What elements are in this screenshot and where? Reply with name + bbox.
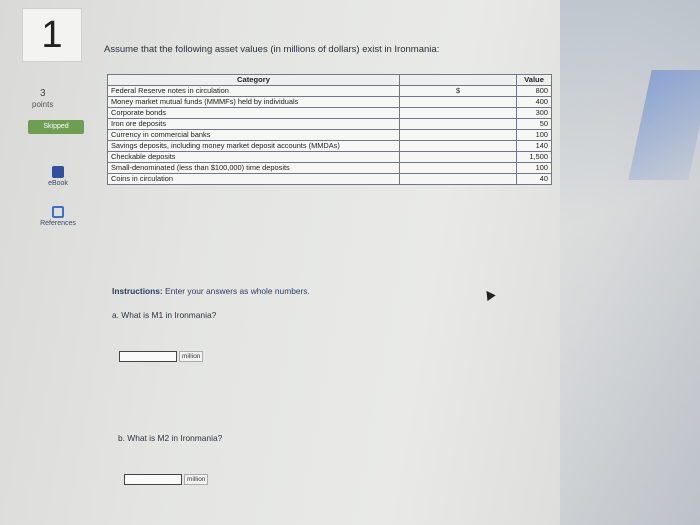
header-category: Category xyxy=(108,75,400,86)
table-row xyxy=(108,163,552,174)
points-label: points xyxy=(32,100,54,109)
table-row xyxy=(108,141,552,152)
table-row xyxy=(108,97,552,108)
table-row xyxy=(108,152,552,163)
row-value: 100 xyxy=(517,163,552,174)
row-category: Checkable deposits xyxy=(108,152,400,163)
points-value: 3 xyxy=(40,88,46,99)
row-value: 100 xyxy=(517,130,552,141)
row-spacer xyxy=(400,152,517,163)
m2-unit-label: million xyxy=(184,474,208,485)
row-spacer xyxy=(400,163,517,174)
asset-table xyxy=(107,74,552,185)
row-value: 1,500 xyxy=(517,152,552,163)
references-icon xyxy=(52,206,64,218)
part-b-question: b. What is M2 in Ironmania? xyxy=(118,433,223,443)
row-value: 400 xyxy=(517,97,552,108)
question-number: 1 xyxy=(22,8,82,62)
row-category: Savings deposits, including money market deposit accounts (MMDAs) xyxy=(108,141,400,152)
ebook-label: eBook xyxy=(48,180,68,187)
instructions xyxy=(112,286,310,296)
row-value: 800 xyxy=(517,86,552,97)
references-link[interactable] xyxy=(28,206,88,227)
row-category: Federal Reserve notes in circulation xyxy=(108,86,400,97)
photo-glare-blue xyxy=(628,70,700,180)
instructions-label: Instructions: xyxy=(112,286,163,296)
m2-answer-input[interactable] xyxy=(124,474,182,485)
row-spacer xyxy=(400,141,517,152)
row-category: Corporate bonds xyxy=(108,108,400,119)
row-spacer xyxy=(400,130,517,141)
book-icon xyxy=(52,166,64,178)
photo-glare xyxy=(560,0,700,525)
row-category: Coins in circulation xyxy=(108,174,400,185)
table-row xyxy=(108,119,552,130)
m1-unit-label: million xyxy=(179,351,203,362)
row-spacer xyxy=(400,174,517,185)
references-label: References xyxy=(40,220,76,227)
header-spacer xyxy=(400,75,517,86)
mouse-cursor-icon xyxy=(482,288,495,301)
row-spacer xyxy=(400,119,517,130)
table-row xyxy=(108,108,552,119)
header-value: Value xyxy=(517,75,552,86)
table-row xyxy=(108,130,552,141)
part-a-question: a. What is M1 in Ironmania? xyxy=(112,310,217,320)
row-category: Money market mutual funds (MMMFs) held by individuals xyxy=(108,97,400,108)
row-value: 300 xyxy=(517,108,552,119)
table-row xyxy=(108,174,552,185)
row-value: 40 xyxy=(517,174,552,185)
row-category: Currency in commercial banks xyxy=(108,130,400,141)
row-spacer xyxy=(400,97,517,108)
table-header-row xyxy=(108,75,552,86)
row-category: Small-denominated (less than $100,000) time deposits xyxy=(108,163,400,174)
table-row xyxy=(108,86,552,97)
row-value: 50 xyxy=(517,119,552,130)
status-badge: Skipped xyxy=(28,120,84,134)
instructions-text: Enter your answers as whole numbers. xyxy=(165,286,310,296)
m1-answer-input[interactable] xyxy=(119,351,177,362)
row-category: Iron ore deposits xyxy=(108,119,400,130)
row-value: 140 xyxy=(517,141,552,152)
question-prompt: Assume that the following asset values (in millions of dollars) exist in Ironmania: xyxy=(104,44,440,55)
row-spacer xyxy=(400,108,517,119)
currency-symbol: $ xyxy=(400,86,517,97)
ebook-link[interactable] xyxy=(28,166,88,187)
